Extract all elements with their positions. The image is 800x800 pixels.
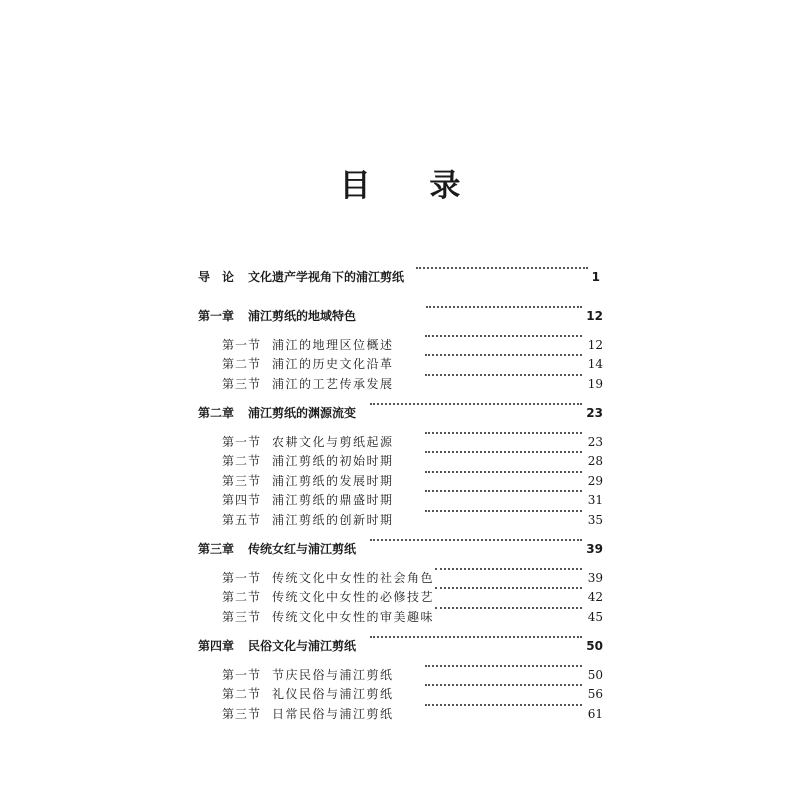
chapter-page: 12 [586,309,603,323]
chapter-label: 第一章 [198,309,235,323]
chapter-title: 浦江剪纸的渊源流变 [248,406,357,420]
leader-dots [425,665,582,667]
leader-dots [425,374,582,376]
toc-entry-section[interactable] [0,432,800,452]
toc-entry-chapter[interactable] [0,539,800,559]
section-label: 第三节 [222,377,262,391]
leader-dots [435,568,582,570]
section-page: 14 [587,357,603,371]
leader-dots [425,510,582,512]
chapter-page: 50 [586,639,603,653]
section-title: 浦江的地理区位概述 [272,338,394,352]
section-label: 第五节 [222,513,262,527]
leader-dots [425,471,582,473]
chapter-label: 第二章 [198,406,235,420]
section-label: 第一节 [222,571,262,585]
section-page: 31 [587,493,603,507]
leader-dots [435,587,582,589]
section-page: 56 [587,687,603,701]
section-label: 第一节 [222,338,262,352]
toc-entry-section[interactable] [0,568,800,588]
toc-entry-section[interactable] [0,451,800,471]
section-page: 39 [587,571,603,585]
section-page: 61 [587,707,603,721]
leader-dots [370,403,582,405]
chapter-title: 民俗文化与浦江剪纸 [248,639,357,653]
toc-intro-label: 导 论 [198,270,235,284]
section-label: 第二节 [222,590,262,604]
section-title: 农耕文化与剪纸起源 [272,435,394,449]
leader-dots [426,306,582,308]
section-label: 第三节 [222,707,262,721]
section-title: 传统文化中女性的必修技艺 [272,590,435,604]
section-page: 23 [587,435,603,449]
leader-dots [425,335,582,337]
section-title: 节庆民俗与浦江剪纸 [272,668,394,682]
section-label: 第二节 [222,687,262,701]
section-page: 42 [587,590,603,604]
toc-entry-section[interactable] [0,335,800,355]
section-title: 传统文化中女性的社会角色 [272,571,435,585]
section-page: 45 [587,610,603,624]
toc-entry-section[interactable] [0,374,800,394]
toc-entry-section[interactable] [0,607,800,627]
leader-dots [370,636,582,638]
section-label: 第二节 [222,357,262,371]
chapter-label: 第四章 [198,639,235,653]
section-page: 29 [587,474,603,488]
chapter-title: 传统女红与浦江剪纸 [248,542,357,556]
toc-entry-chapter[interactable] [0,306,800,326]
toc-entry-section[interactable] [0,510,800,530]
section-label: 第三节 [222,610,262,624]
leader-dots [435,607,582,609]
leader-dots [416,267,588,269]
leader-dots [425,490,582,492]
page-title: 目 录 [339,168,485,204]
section-page: 50 [587,668,603,682]
section-page: 19 [587,377,603,391]
leader-dots [425,354,582,356]
toc-entry-section[interactable] [0,665,800,685]
section-label: 第二节 [222,454,262,468]
leader-dots [425,451,582,453]
section-page: 28 [587,454,603,468]
toc-entry-section[interactable] [0,684,800,704]
section-title: 日常民俗与浦江剪纸 [272,707,394,721]
section-title: 浦江剪纸的初始时期 [272,454,394,468]
section-label: 第三节 [222,474,262,488]
section-page: 35 [587,513,603,527]
section-title: 浦江剪纸的鼎盛时期 [272,493,394,507]
chapter-page: 39 [586,542,603,556]
toc-entry-chapter[interactable] [0,403,800,423]
section-title: 浦江的历史文化沿革 [272,357,394,371]
section-label: 第四节 [222,493,262,507]
leader-dots [425,704,582,706]
toc-entry-section[interactable] [0,471,800,491]
chapter-label: 第三章 [198,542,235,556]
toc-entry-section[interactable] [0,490,800,510]
leader-dots [370,539,582,541]
section-title: 浦江剪纸的创新时期 [272,513,394,527]
toc-entry-section[interactable] [0,587,800,607]
chapter-title: 浦江剪纸的地域特色 [248,309,357,323]
section-page: 12 [587,338,603,352]
section-title: 礼仪民俗与浦江剪纸 [272,687,394,701]
section-label: 第一节 [222,668,262,682]
section-title: 浦江的工艺传承发展 [272,377,394,391]
leader-dots [425,684,582,686]
toc-entry-intro[interactable] [0,267,800,287]
toc-intro-title: 文化遗产学视角下的浦江剪纸 [248,270,405,284]
section-label: 第一节 [222,435,262,449]
leader-dots [425,432,582,434]
chapter-page: 23 [586,406,603,420]
section-title: 浦江剪纸的发展时期 [272,474,394,488]
toc-entry-chapter[interactable] [0,636,800,656]
toc-entry-section[interactable] [0,704,800,724]
toc-intro-page: 1 [591,270,600,284]
toc-entry-section[interactable] [0,354,800,374]
section-title: 传统文化中女性的审美趣味 [272,610,435,624]
